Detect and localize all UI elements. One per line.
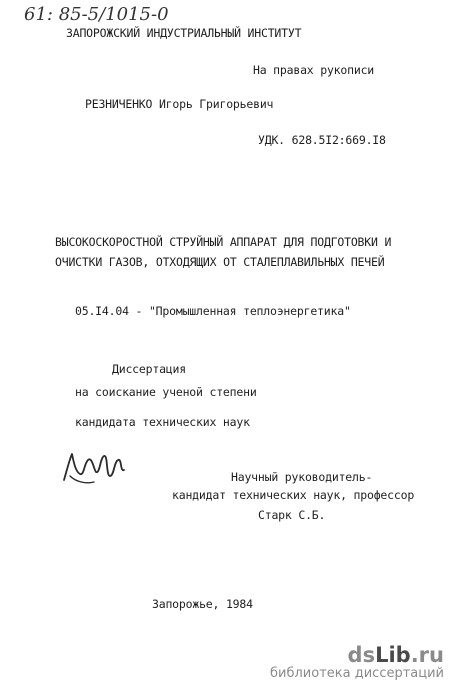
- advisor-label: Научный руководитель-: [231, 470, 373, 484]
- dslib-watermark: [270, 644, 444, 682]
- advisor-credentials: кандидат технических наук, профессор: [172, 488, 415, 502]
- dslib-logo: dsLib.ru: [347, 643, 444, 667]
- author-name: РЕЗНИЧЕНКО Игорь Григорьевич: [85, 97, 274, 111]
- advisor-name: Старк С.Б.: [258, 508, 326, 522]
- institute-name: ЗАПОРОЖСКИЙ ИНДУСТРИАЛЬНЫЙ ИНСТИТУТ: [66, 26, 302, 40]
- udc-code: УДК. 628.5I2:669.I8: [258, 133, 386, 147]
- city-and-year: Запорожье, 1984: [152, 597, 253, 611]
- document-type: Диссертация: [112, 362, 186, 376]
- manuscript-rights-note: На правах рукописи: [253, 63, 375, 77]
- dslib-subtitle: библиотека диссертаций: [270, 666, 444, 681]
- handwritten-signature: [60, 446, 130, 490]
- thesis-title-line-1: ВЫСОКОСКОРОСТНОЙ СТРУЙНЫЙ АППАРАТ ДЛЯ ПОДГОТОВКИ И: [55, 235, 392, 249]
- degree-line-1: на соискание ученой степени: [75, 385, 257, 399]
- thesis-title-line-2: ОЧИСТКИ ГАЗОВ, ОТХОДЯЩИХ ОТ СТАЛЕПЛАВИЛЬНЫХ ПЕЧЕЙ: [55, 255, 385, 269]
- degree-line-2: кандидата технических наук: [75, 415, 250, 429]
- specialty-code: 05.I4.04 - "Промышленная теплоэнергетика": [75, 304, 351, 318]
- handwritten-archive-code: 61: 85-5/1015-0: [24, 4, 169, 25]
